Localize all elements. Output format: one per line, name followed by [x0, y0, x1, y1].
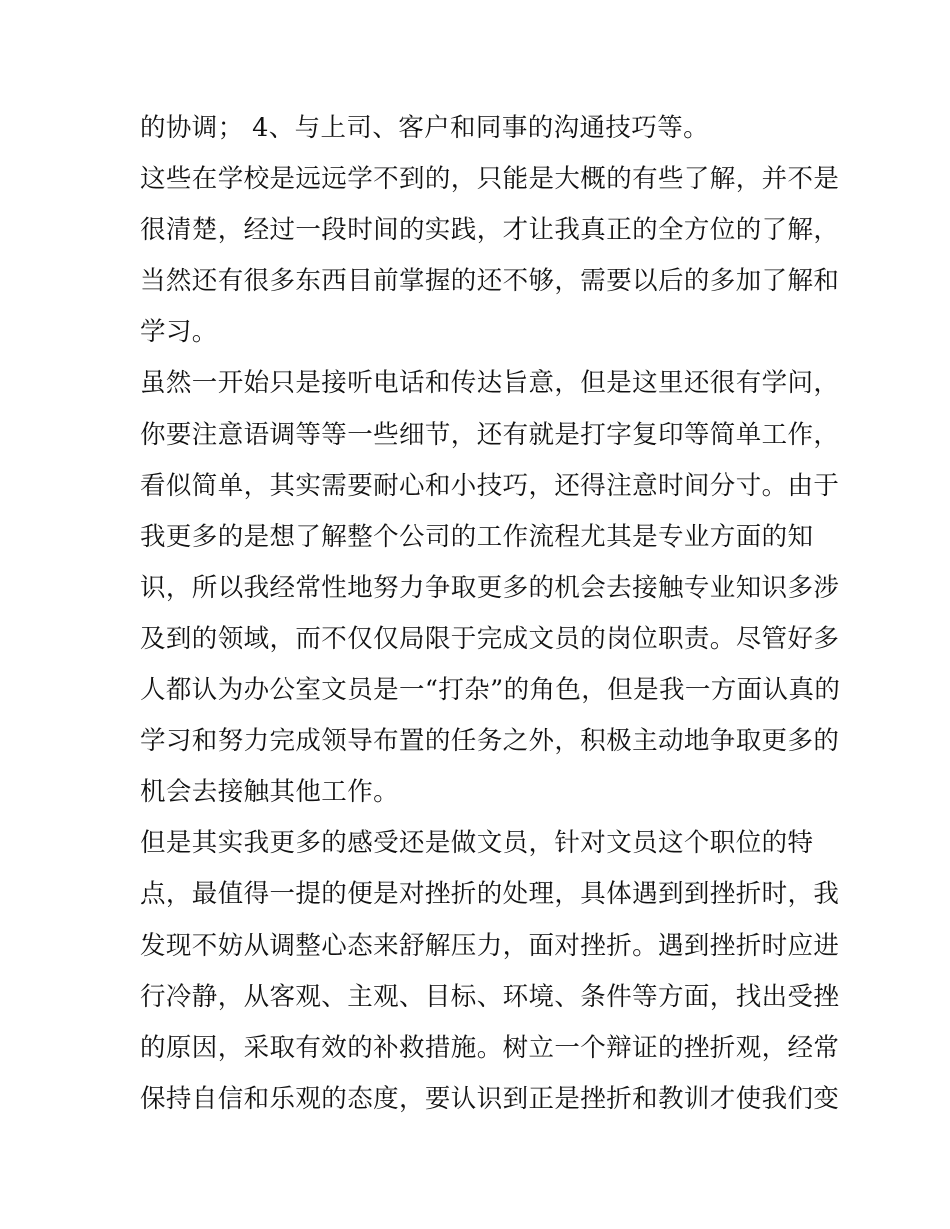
- document-body: [140, 103, 841, 1125]
- text-line: 识，所以我经常性地努力争取更多的机会去接触专业知识多涉: [140, 572, 840, 603]
- text-line: 行冷静，从客观、主观、目标、环境、条件等方面，找出受挫: [140, 981, 840, 1012]
- text-line: 人都认为办公室文员是一“打杂”的角色，但是我一方面认真的: [140, 675, 841, 706]
- text-line: 你要注意语调等等一些细节，还有就是打字复印等简单工作，: [140, 419, 840, 450]
- text-line: 我更多的是想了解整个公司的工作流程尤其是专业方面的知: [140, 521, 814, 552]
- text-line: 的原因，采取有效的补救措施。树立一个辩证的挫折观，经常: [140, 1032, 840, 1063]
- text-line: 点，最值得一提的便是对挫折的处理，具体遇到到挫折时，我: [140, 879, 840, 910]
- text-line: 很清楚，经过一段时间的实践，才让我真正的全方位的了解，: [140, 215, 840, 246]
- text-line: 的协调； 4、与上司、客户和同事的沟通技巧等。: [140, 113, 710, 143]
- text-line: 看似简单，其实需要耐心和小技巧，还得注意时间分寸。由于: [140, 470, 840, 501]
- text-line: 这些在学校是远远学不到的，只能是大概的有些了解，并不是: [140, 164, 840, 195]
- text-line: 发现不妨从调整心态来舒解压力，面对挫折。遇到挫折时应进: [140, 930, 840, 961]
- text-line: 机会去接触其他工作。: [140, 777, 400, 808]
- text-line: 保持自信和乐观的态度，要认识到正是挫折和教训才使我们变: [140, 1083, 840, 1114]
- text-line: 学习。: [140, 317, 218, 348]
- text-line: 及到的领域，而不仅仅局限于完成文员的岗位职责。尽管好多: [140, 623, 840, 654]
- text-line: 虽然一开始只是接听电话和传达旨意，但是这里还很有学问，: [140, 368, 840, 399]
- text-line: 学习和努力完成领导布置的任务之外，积极主动地争取更多的: [140, 726, 840, 757]
- text-line: 但是其实我更多的感受还是做文员，针对文员这个职位的特: [140, 828, 814, 859]
- text-line: 当然还有很多东西目前掌握的还不够，需要以后的多加了解和: [140, 266, 840, 297]
